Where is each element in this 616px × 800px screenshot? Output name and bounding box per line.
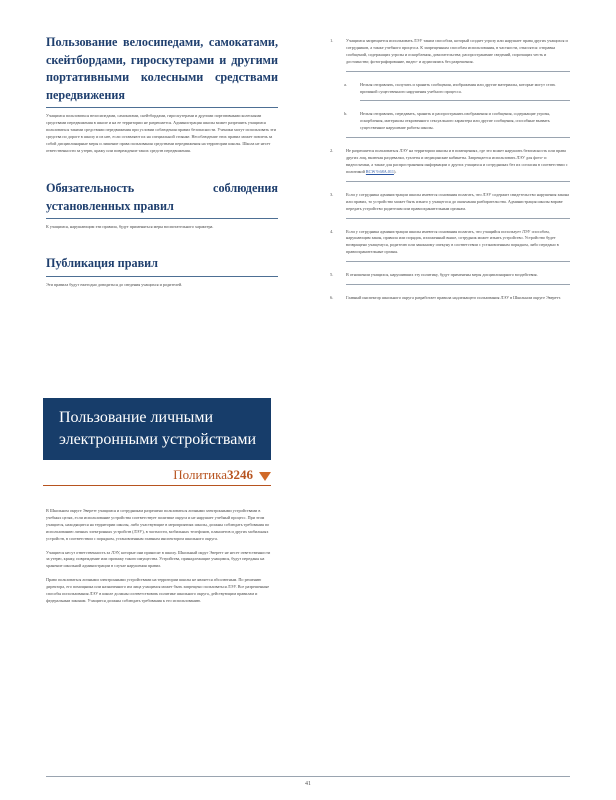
policy-paragraph: В Школьном округе Эверетт учащимся и сотрудникам разрешено пользоваться личными электронными устройствами в учебных целях, если использование устройства соответствует политике округа и не нарушает учебный процесс. При этом учащиеся, находящиеся на территории школы, либо участвующие в мероприятиях школы, должны соблюдать требования по использованию личных электронных устройств (ЛЭУ), в частности, мобильных телефонов, планшетов и других мобильных устройств, в соответствии с порядком, установленным главным инспектором школьного округа. bbox=[46, 508, 270, 541]
sub-list-item bbox=[330, 111, 570, 132]
sub-list-letter: b. bbox=[344, 111, 348, 117]
policy-body bbox=[46, 508, 274, 605]
policy-paragraph: Учащиеся несут ответственность за ЛЭУ, которые они приносят в школу. Школьный округ Эверетт не несет ответственности за утерю, кражу, повреждение или пропажу такого имущества. Устройства, принадлежащие учащимся, будут переданы на хранение школьной администрации в случае нарушения правил. bbox=[46, 549, 271, 569]
list-number: 1. bbox=[330, 38, 334, 43]
list-text: Если у сотрудника администрации школы имеются основания полагать, что учащийся использует ЛЭУ способом, нарушающим закон, правила или порядок, изложенный выше, сотрудник может изъять устройство. Устройство будет возвращено учащемуся, родителю или законному опекуну в соответствии с установленным порядком, либо передано в правоохранительные органы. bbox=[346, 228, 559, 255]
section-body-publication: Эти правила будут ежегодно доводиться до сведения учащихся и родителей. bbox=[46, 281, 183, 287]
list-text: Главный инспектор школьного округа разработает правила надлежащего пользования ЛЭУ в Школьном округе Эверетт. bbox=[346, 295, 561, 301]
banner-line-1: Пользование личными bbox=[59, 409, 214, 426]
sub-list-text: Нельзя отправлять, передавать, хранить и распространять изображения и сообщения, содержащие угрозы, оскорбления, материалы откровенного сексуального характера или другие сообщения, способные вызвать существенное нарушение работы школы. bbox=[360, 111, 551, 131]
section-body-vehicles: Учащимся пользоваться велосипедами, самокатами, скейтбордами, гироскутерами и другими портативными колесными средствами передвижения в школе и на ее территории не разрешается. Администрация школы может разрешить учащимся пользоваться такими средствами передвижения при условии соблюдения правил безопасности. Ученики могут использовать эти средства по дороге в школу и из нее, если оставляют их на специальной стоянке. Несоблюдение этих правил может повлечь за собой дисциплинарные меры и лишение права пользования средствами передвижения на территории школы. Школа не несет ответственности за утерю, кражу или повреждение таких средств передвижения. bbox=[46, 113, 276, 153]
list-number: 6. bbox=[330, 295, 334, 301]
list-item bbox=[330, 38, 570, 66]
page-number: 41 bbox=[305, 781, 311, 787]
sub-list-letter: a. bbox=[344, 81, 348, 87]
list-item bbox=[330, 272, 570, 279]
section-title-compliance: Обязательность соблюдения установленных правил bbox=[46, 181, 278, 213]
section-title-vehicles: Пользование велосипедами, самокатами, скейтбордами, гироскутерами и другими портативными колесными средствами передвижения bbox=[46, 35, 278, 102]
list-number: 3. bbox=[330, 191, 334, 197]
section-title-publication: Публикация правил bbox=[46, 256, 159, 271]
list-number: 4. bbox=[330, 228, 334, 234]
list-divider bbox=[346, 71, 570, 72]
list-divider bbox=[346, 284, 570, 285]
list-text: Не разрешается пользоваться ЛЭУ на территории школы и в помещениях, где это может нарушить безопасность или права других лиц, включая раздевалки, туалеты и медицинские кабинеты. Запрещается использовать ЛЭУ для фото- и видеосъемки, а также для распространения информации о других учащихся и сотрудниках без их согласия в соответствии с политикой RCW 9.68A.011). bbox=[346, 148, 568, 174]
list-divider bbox=[346, 261, 570, 262]
policy-number: 3246 bbox=[227, 467, 253, 482]
left-column bbox=[46, 34, 278, 289]
right-column bbox=[330, 38, 570, 302]
list-item bbox=[330, 229, 570, 257]
list-divider bbox=[346, 137, 570, 138]
list-text: Учащимся запрещается использовать ЛЭУ таким способом, который создает угрозу или нарушает права других учащихся и сотрудников, а также учебного процесса. К запрещенным способам использования, в частности, относятся: отправка сообщений, содержащих угрозы и оскорбления, домогательства; распространение сведений, порочащих честь и достоинство; фотографирование, видео- и аудиозапись без разрешения. bbox=[346, 38, 568, 64]
list-number: 2. bbox=[330, 148, 334, 154]
list-item bbox=[330, 192, 570, 213]
policy-paragraph: Право пользоваться личными электронными устройствами на территории школы не является абсолютным. По решению директора, его помощника или назначенного им лица учащимся может быть запрещено пользоваться ЛЭУ. Все разрешенные способы использования ЛЭУ в школе должны соответствовать политике школьного округа, действующим правилам и федеральным законам. Учащиеся должны соблюдать требования к его использованию. bbox=[46, 577, 270, 603]
triangle-down-icon bbox=[259, 472, 271, 481]
footer-divider bbox=[46, 776, 570, 777]
section-divider bbox=[46, 276, 278, 277]
section-divider bbox=[46, 107, 278, 108]
list-item bbox=[330, 295, 570, 302]
policy-label bbox=[43, 466, 271, 483]
section-divider bbox=[46, 218, 278, 219]
banner-line-2: электронными устройствами bbox=[59, 431, 257, 448]
sub-list-item bbox=[330, 82, 570, 96]
list-divider bbox=[360, 100, 570, 101]
list-text: Если у сотрудника администрации школы имеются основания полагать, что ЛЭУ содержит свидетельство нарушения закона или правил, то устройство может быть изъято у учащегося до окончания разбирательства. Администрация школы вправе передать устройство родителям или правоохранительным органам. bbox=[346, 191, 570, 211]
policy-divider bbox=[43, 485, 271, 486]
list-text: В отношении учащихся, нарушивших эту политику, будут применены меры дисциплинарного воздействия. bbox=[346, 272, 538, 278]
section-body-compliance: К учащимся, нарушающим эти правила, будут применяться меры воспитательного характера. bbox=[46, 224, 214, 230]
list-item bbox=[330, 148, 570, 176]
list-number: 5. bbox=[330, 272, 334, 278]
list-divider bbox=[346, 181, 570, 182]
section-banner bbox=[43, 398, 271, 460]
policy-word: Политика bbox=[173, 467, 227, 482]
list-text-part: Не разрешается пользоваться ЛЭУ на территории школы и в помещениях, где это может нарушить безопасность или права других лиц, включая раздевалки, туалеты и медицинские кабинеты. Запрещается использовать ЛЭУ для фото- и видеосъемки, а также для распространения информации о других учащихся и сотрудниках без их согласия в соответствии с политикой bbox=[346, 148, 568, 174]
sub-list-text: Нельзя отправлять, получать и хранить сообщения, изображения или другие материалы, которые могут стать причиной существенного нарушения учебного процесса. bbox=[360, 81, 556, 94]
list-divider bbox=[346, 218, 570, 219]
rcw-link[interactable]: RCW 9.68A.011 bbox=[365, 168, 394, 174]
